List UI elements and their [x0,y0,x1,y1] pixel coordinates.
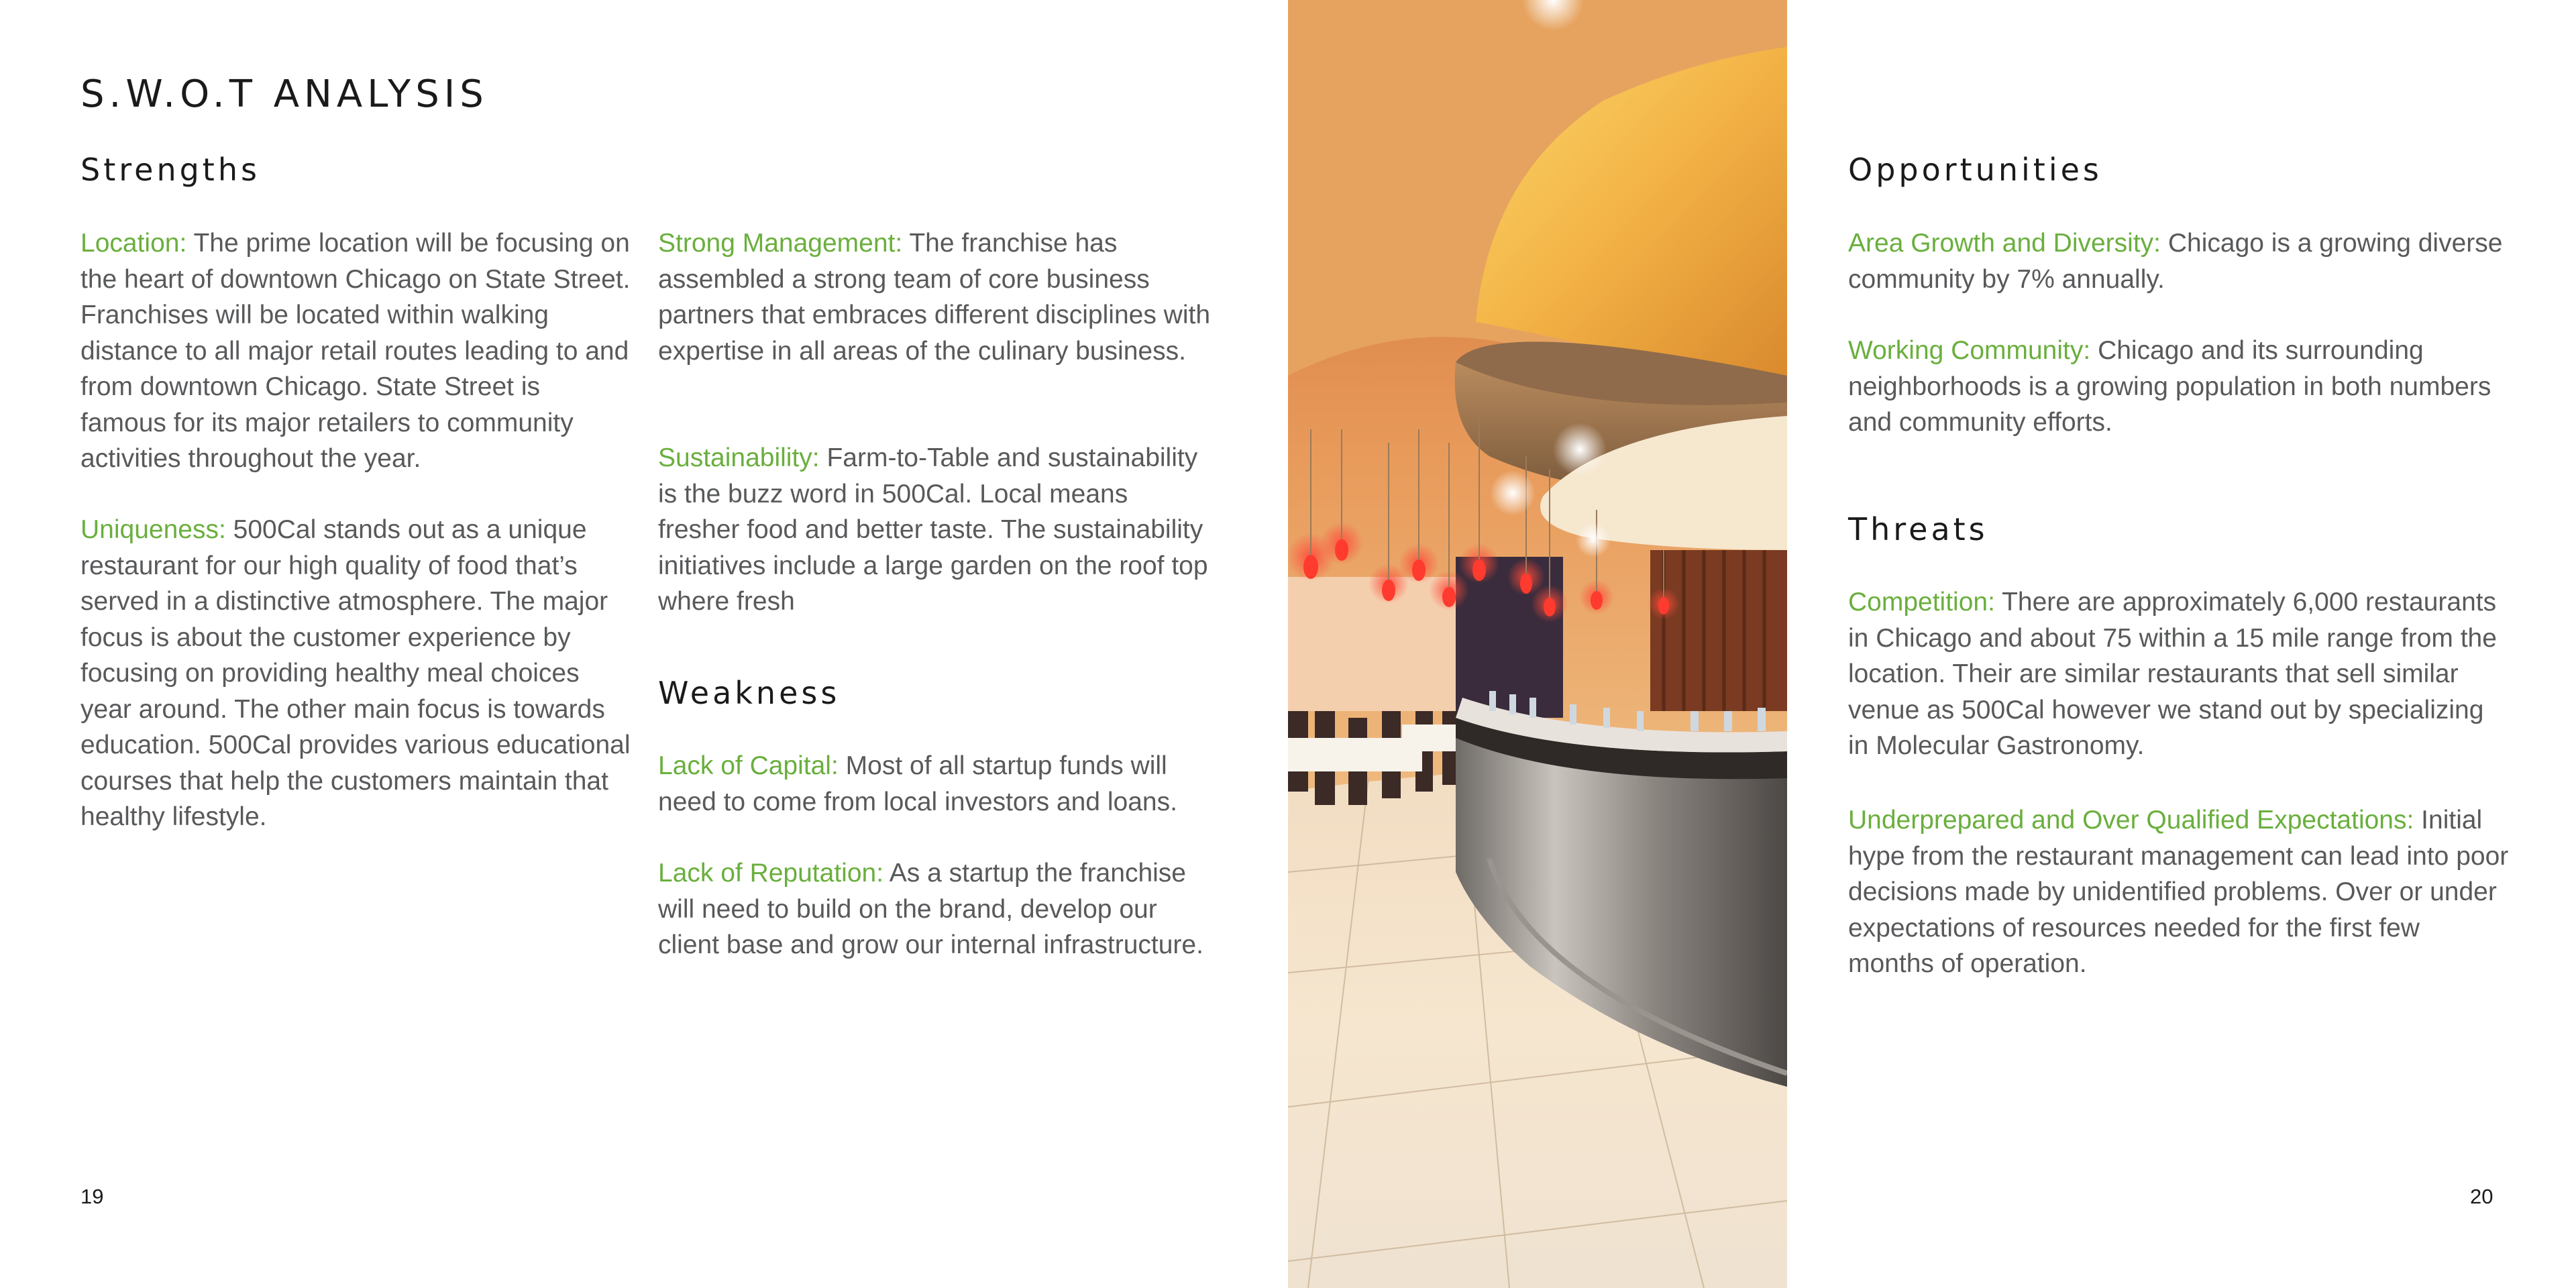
weakness-capital-paragraph [658,748,1222,820]
weakness-reputation-paragraph [658,855,1222,963]
weakness-capital-text: Most of all startup funds will need to come from local investors and loans. [658,751,1177,816]
opportunity-community-label: Working Community: [1848,336,2091,365]
weakness-reputation-label: Lack of Reputation: [658,859,884,888]
threat-expectations-paragraph [1848,802,2509,982]
weakness-capital-label: Lack of Capital: [658,751,839,780]
opportunity-growth-label: Area Growth and Diversity: [1848,229,2161,258]
threat-expectations-text: Initial hype from the restaurant management can lead into poor decisions made by unidentified problems. Over or under expectations of resources needed for the first few months of operation. [1848,806,2509,978]
strength-location-paragraph [80,225,631,477]
threats-heading: Threats [1848,511,1988,547]
threat-competition-label: Competition: [1848,588,1995,616]
opportunity-growth-text: Chicago is a growing diverse community by 7% annually. [1848,229,2503,294]
strength-location-text: The prime location will be focusing on the heart of downtown Chicago on State Street. Franchises will be located within walking distance to all major retail routes leading to and from downtown Chicago. State Street is famous for its major retailers to community activities throughout the year. [80,229,631,473]
left-page-number: 19 [80,1185,104,1208]
strengths-heading: Strengths [80,152,260,188]
restaurant-interior-photo [1288,0,1787,1288]
strength-management-label: Strong Management: [658,229,903,258]
strength-sustainability-paragraph [658,440,1216,620]
opportunity-community-text: Chicago and its surrounding neighborhoods is a growing population in both numbers and community efforts. [1848,336,2491,437]
strength-location-label: Location: [80,229,187,258]
strength-uniqueness-label: Uniqueness: [80,515,226,544]
threat-expectations-label: Underprepared and Over Qualified Expectations: [1848,806,2414,835]
weakness-heading: Weakness [658,675,841,711]
threat-competition-paragraph [1848,584,2509,764]
strength-management-text: The franchise has assembled a strong team of core business partners that embraces different disciplines with expertise in all areas of the culinary business. [658,229,1211,366]
threat-competition-text: There are approximately 6,000 restaurants in Chicago and about 75 within a 15 mile range from the location. Their are similar restaurants that sell similar venue as 500Cal however we stand out by specializing in Molecular Gastronomy. [1848,588,2497,760]
strength-sustainability-label: Sustainability: [658,443,820,472]
weakness-reputation-text: As a startup the franchise will need to build on the brand, develop our client base and grow our internal infrastructure. [658,859,1203,959]
strength-management-paragraph [658,225,1216,369]
opportunity-community-paragraph [1848,333,2509,441]
strength-uniqueness-paragraph [80,512,631,835]
strength-sustainability-text: Farm-to-Table and sustainability is the buzz word in 500Cal. Local means fresher food and better taste. The sustainability initiatives include a large garden on the roof top where fresh [658,443,1208,616]
opportunity-growth-paragraph [1848,225,2509,297]
strength-uniqueness-text: 500Cal stands out as a unique restaurant for our high quality of food that’s served in a distinctive atmosphere. The major focus is about the customer experience by focusing on providing healthy meal choices year around. The other main focus is towards education. 500Cal provides various educational courses that help the customers maintain that healthy lifestyle. [80,515,631,831]
page-title: S.W.O.T ANALYSIS [80,72,488,116]
opportunities-heading: Opportunities [1848,152,2102,188]
right-page-number: 20 [2470,1185,2493,1208]
